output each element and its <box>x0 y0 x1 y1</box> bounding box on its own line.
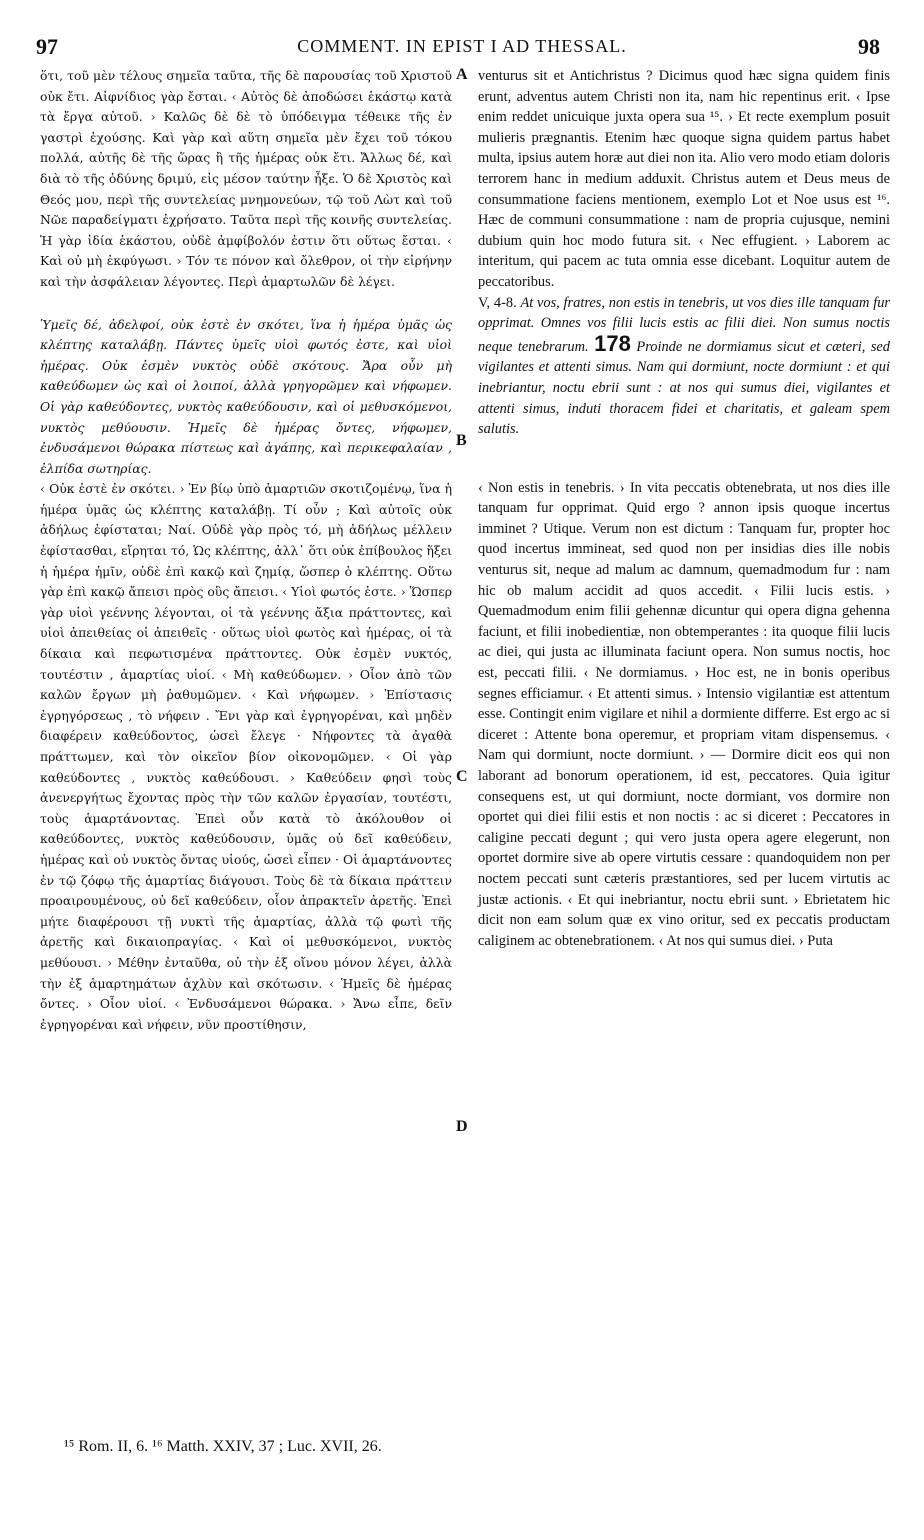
page-number-left: 97 <box>36 34 58 59</box>
latin-verse-text-b: Proinde ne dormiamus sicut et cæteri, sed vigilantes et attenti simus. Nam qui dormiunt, nocte dormiunt : et qui inebriantur, noctu ebrii sunt : at nos qui sumus diei, vigilantes et attenti simus, induti thoracem fidei et charitatis, et galeam spem salutis. <box>478 338 891 438</box>
running-header <box>0 34 924 64</box>
page-number-right: 98 <box>858 34 880 59</box>
running-title: COMMENT. IN EPIST I AD THESSAL. <box>297 36 627 56</box>
latin-verse-text-a: At vos, fratres, non estis in tenebris, ut vos dies ille tanquam fur opprimat. Omnes vos filii lucis estis ac filii diei. Non sumus noctis neque tenebrarum. <box>478 294 891 355</box>
greek-paragraph-2: ‹ Οὐκ ἐστὲ ἐν σκότει. › Ἐν βίῳ ὑπὸ ἁμαρτιῶν σκοτιζομένῳ, ἵνα ἡ ἡμέρα ὑμᾶς ὡς κλέπτης καταλάβῃ. Τί οὖν ; Καὶ αὐτοῖς οὐκ ἀδήλως ἐφίσταται; Ναί. Οὐδὲ γὰρ πρὸς τό, μὴ ἀδήλως μέλλειν ἐφίστασθαι, εἴρηται τό, Ὡς κλέπτης, ἀλλ᾽ ὅτι οὐκ ἐπίβουλος ἥξει ἡ ἡμέρα ἡμῖν, οὐδὲ ἐπὶ κακῷ καὶ ζημίᾳ, ὥσπερ ὁ κλέπτης. Οὕτω γὰρ ἐπὶ κακῷ ἄπεισι πρὸς οὓς ἄπεισι. ‹ Υἱοὶ φωτός ἐστε. › Ὥσπερ γὰρ υἱοὶ γεέννης λέγονται, οἱ τὰ γεέννης ἄξια πράττοντες, καὶ υἱοὶ ἀπειθείας οἱ ἀπειθεῖς · οὕτως υἱοὶ φωτὸς καὶ ἡμέρας, οἱ τὰ δίκαια καὶ πεφωτισμένα πράττοντες. Οὐκ ἐσμὲν νυκτός, τουτέστιν , ἁμαρτίας υἱοί. ‹ Μὴ καθεύδωμεν. › Οἷον ἀπὸ τῶν καλῶν ἔργων μὴ ῥαθυμῶμεν. ‹ Καὶ νήφωμεν. › Ἐπίστασις ἐγρηγόρσεως , τὸ νήφειν . Ἔνι γὰρ καὶ ἐγρηγορέναι, καὶ μηδὲν διαφέρειν καθεύδοντος, ὡσεὶ ἔλεγε · Νήφοντες τὰ ἀγαθὰ πράττωμεν, καὶ τὸν οἰκεῖον βίον οἰκονομῶμεν. ‹ Οἱ γὰρ καθεύδοντες , νυκτὸς καθεύδουσι. › Καθεύδειν φησὶ τοὺς ἀνενεργήτως ἔχοντας πρὸς τὴν τῶν καλῶν ἐργασίαν, τουτέστι, τοὺς ἁμαρτάνοντας. Ἐπεὶ οὖν κατὰ τὸ ἀκόλουθον οἱ καθεύδοντες, νυκτὸς καθεύδουσιν, ὑμᾶς οὐ δεῖ καθεύδειν, ἡμέρας καὶ οὐ νυκτὸς ὄντας υἱούς, ὡσεὶ εἶπεν · Οἱ ἁμαρτάνοντες ἐν τῷ ζόφῳ τῆς ἁμαρτίας διάγουσι. Τοὺς δὲ τὰ δίκαια πράττειν προαιρουμένους, οὐ δεῖ καθεύδειν, οἷον ἀπρακτεῖν ἀρετῆς. Ἐπεὶ μήτε διαφέρουσι τῇ νυκτὶ τῆς ἁμαρτίας, ἀλλὰ τῷ φωτὶ τῆς ἀρετῆς καὶ δικαιοπραγίας. ‹ Καὶ οἱ μεθυσκόμενοι, νυκτὸς μεθύουσι. › Μέθην ἐνταῦθα, οὐ τὴν ἐξ οἴνου μόνον λέγει, ἀλλὰ τὴν ἐξ ἁμαρτημάτων ἀχλὺν καὶ σκότωσιν. ‹ Ἡμεῖς δὲ ἡμέρας ὄντες. › Οἷον υἱοί. ‹ Ἐνδυσάμενοι θώρακα. › Ἄνω εἶπε, δεῖν ἐγρηγορέναι καὶ νήφειν, νῦν προστίθησιν, <box>40 481 452 1032</box>
section-marker-c: C <box>456 768 468 785</box>
column-number: 178 <box>594 330 631 356</box>
latin-paragraph-2: ‹ Non estis in tenebris. › In vita peccatis obtenebrata, ut nos dies ille tanquam fur opprimat. Quid ergo ? annon ipsis quoque incertus imminet ? Utique. Verum non est dictum : Tanquam fur, propter hoc quod incertus immineat, sed quod non per insidias dies ille nobis venturus sit, neque ad malum ac damnum, quemadmodum fur : nam hic ob malum accidit ad quos accedit. ‹ Filii lucis estis. › Quemadmodum enim filii gehennæ dicuntur qui opera digna gehenna faciunt, et filii inobedientiæ, non obtemperantes : ita quoque filii lucis ac diei, qui justa ac illuminata faciunt opera. Non sumus noctis, hoc est, peccati filii. ‹ Ne dormiamus. › Hoc est, ne in bonis operibus segnes efficiamur. ‹ Et attenti simus. › Intensio vigilantiæ est attentum esse. Contingit enim vigilare et nihil a dormiente differre. Est ergo ac si diceret : Attente bona operemur, et propriam vitam dispensemus. ‹ Nam qui dormiunt, nocte dormiunt. › — Dormire dicit eos qui non laborant ad bonorum operationem, id est, peccatores. Quia igitur consequens est, ut qui dormiunt, nocte dormiant, vos dormire non oportet qui diei filii estis et non noctis : ac si diceret : Peccatores in caligine peccati degunt ; qui vero justa opera agere elegerunt, non oportet dormire sive ab opere virtutis cessare : quandoquidem non per noctem peccati sunt cæteris præstantiores, sed per lucem virtutis ac justæ actionis. ‹ Et qui inebriantur, noctu ebrii sunt. › Ebrietatem hic dicit non eam solum quæ ex vino oritur, sed ex peccatis productam caliginem ac obtenebrationem. ‹ At nos qui sumus diei. › Puta <box>478 479 890 949</box>
greek-column <box>40 66 452 1035</box>
greek-verse-text: Ὑμεῖς δέ, ἀδελφοί, οὐκ ἐστὲ ἐν σκότει, ἵνα ἡ ἡμέρα ὑμᾶς ὡς κλέπτης καταλάβῃ. Πάντες ὑμεῖς υἱοὶ φωτός ἐστε, καὶ υἱοὶ ἡμέρας. Οὐκ ἐσμὲν νυκτὸς οὐδὲ σκότους. Ἄρα οὖν μὴ καθεύδωμεν ὡς καὶ οἱ λοιποί, ἀλλὰ γρηγορῶμεν καὶ νήφωμεν. Οἱ γὰρ καθεύδοντες, νυκτὸς καθεύδουσιν, καὶ οἱ μεθυσκόμενοι, νυκτὸς μεθύουσιν. Ἡμεῖς δὲ ἡμέρας ὄντες, νήφωμεν, ἐνδυσάμενοι θώρακα πίστεως καὶ ἀγάπης, καὶ περικεφαλαίαν , ἐλπίδα σωτηρίας. <box>40 316 452 476</box>
verse-reference: V, 4-8. <box>478 294 517 311</box>
section-marker-b: B <box>456 432 467 449</box>
latin-column <box>478 66 890 951</box>
greek-paragraph-1: ὅτι, τοῦ μὲν τέλους σημεῖα ταῦτα, τῆς δὲ παρουσίας τοῦ Χριστοῦ οὐκ ἔτι. Αἰφνίδιος γὰρ ἔσται. ‹ Αὐτὸς δὲ ἀποδώσει ἑκάστῳ κατὰ τὰ ἔργα αὐτοῦ. › Καλῶς δὲ δὲ τὸ ὑπόδειγμα τέθεικε τῆς ἐν γαστρὶ ἐχούσης. Καὶ γὰρ καὶ αὕτη σημεῖα μὲν ἔχει τοῦ τόκου πολλά, αὐτῆς δὲ τῆς ὥρας ἢ τῆς ἡμέρας οὐκ ἔτι. Ἄλλως δέ, καὶ διὰ τὸ τῆς ὀδύνης δριμύ, εἰς μέσον ταύτην ἦξε. Ὁ δὲ Χριστὸς καὶ Θεός μου, περὶ τῆς συντελείας μνημονεύων, τῷ τοῦ Λὼτ καὶ τοῦ Νῶε παραδείγματι ἐχρήσατο. Ταῦτα περὶ τῆς κοινῆς συντελείας. Ἡ γὰρ ἰδία ἑκάστου, οὐδὲ ἀμφίβολόν ἐστιν ὅτι οὕτως ἔσται. ‹ Καὶ οὐ μὴ ἐκφύγωσι. › Τόν τε πόνον καὶ ὄλεθρον, οἱ τὴν εἰρήνην καὶ τὴν ἀσφάλειαν λέγοντες. Περὶ ἁμαρτωλῶν δὲ λέγει. <box>40 68 452 289</box>
latin-verse <box>478 293 890 440</box>
section-marker-d: D <box>456 1118 468 1135</box>
footnotes: ¹⁵ Rom. II, 6. ¹⁶ Matth. XXIV, 37 ; Luc. XVII, 26. <box>64 1438 382 1455</box>
latin-paragraph-1: venturus sit et Antichristus ? Dicimus quod hæc signa quidem finis erunt, adventus autem Christi non ita, nam hic repentinus erit. ‹ Ipse enim reddet unicuique juxta opera sua ¹⁵. › Et recte exemplum posuit mulieris prægnantis. Etenim hæc quoque signa quidem partus habet multa, ipsius autem horæ aut diei non ita. Alio vero modo etiam doloris terrorem hanc in medium adduxit. Christus autem et Deus meus de consummatione faciens mentionem, exemplo Lot et Noe usus est ¹⁶. Hæc de communi consummatione : nam de propria cujusque, nemini dubium quin hoc modo futura sit. ‹ Nec effugient. › Laborem ac interitum, qui pacem ac tuta omnia esse dicebant. Loquitur autem de peccatoribus. <box>478 68 890 290</box>
section-marker-a: A <box>456 66 468 83</box>
